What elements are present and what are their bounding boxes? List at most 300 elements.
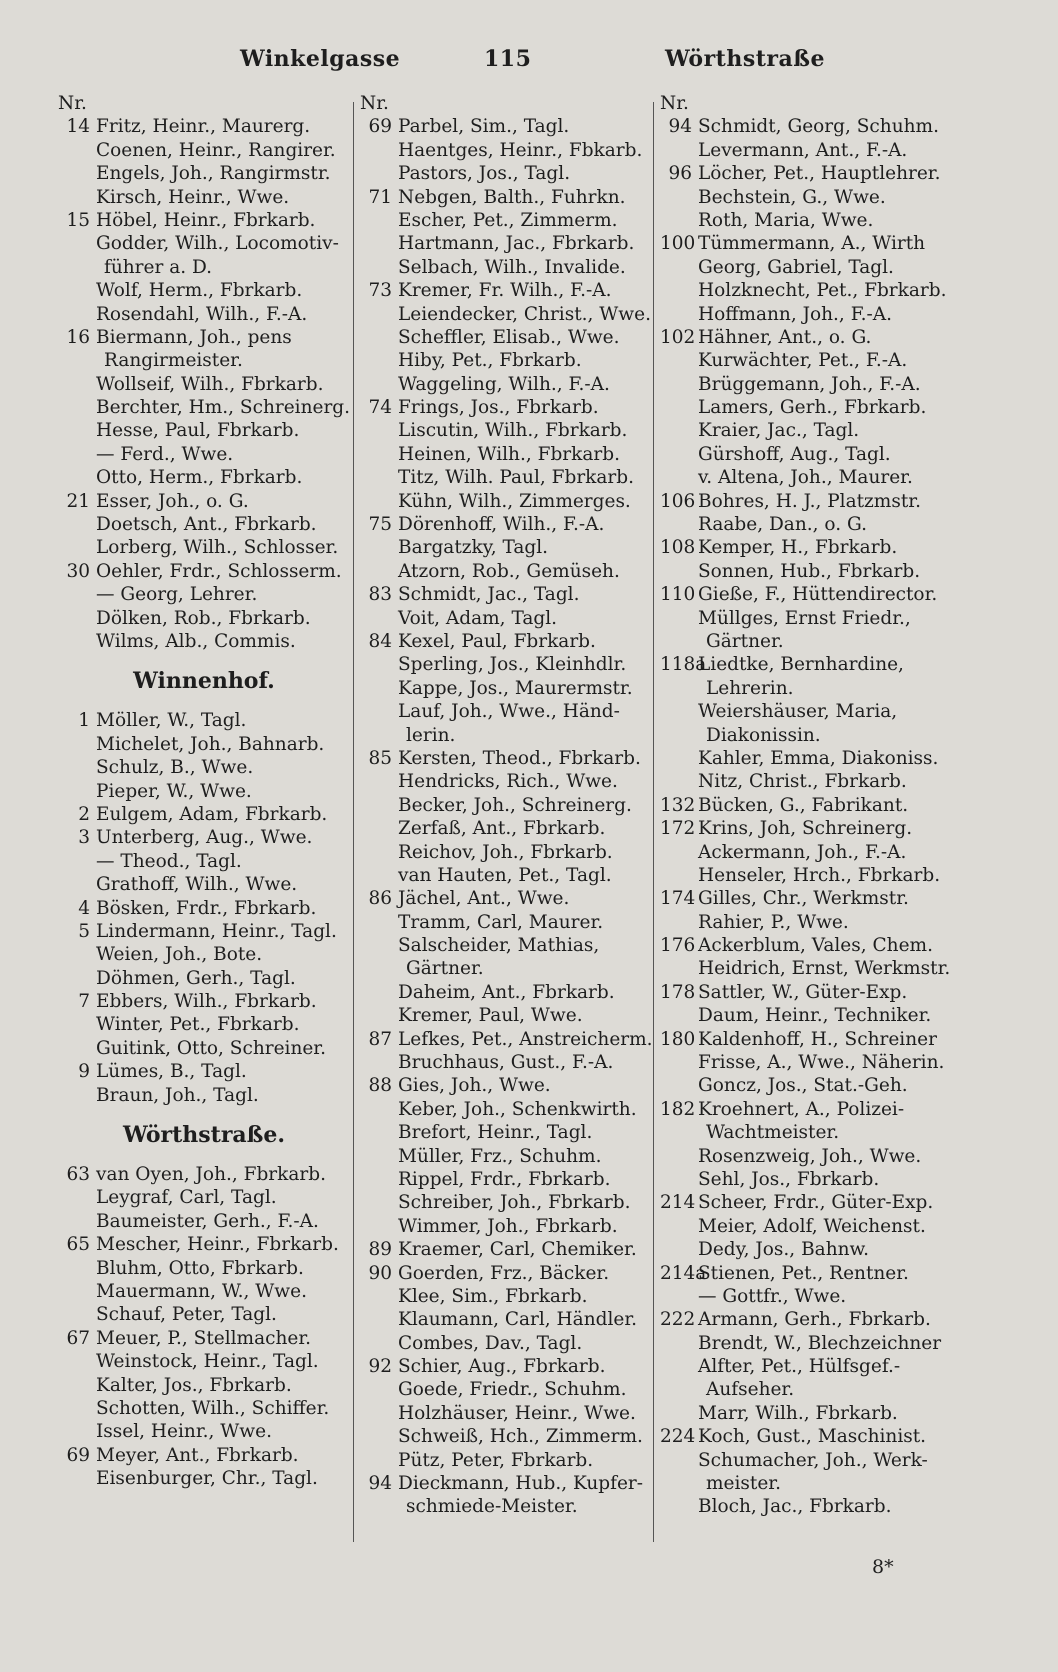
directory-entry — [360, 1495, 650, 1518]
directory-entry — [58, 1327, 350, 1350]
resident-text: Stienen, Pet., Rentner. — [698, 1262, 909, 1284]
house-number — [58, 1186, 96, 1209]
house-number — [360, 466, 398, 489]
entry-list — [58, 1163, 350, 1490]
resident-text: Nitz, Christ., Fbrkarb. — [698, 771, 907, 793]
directory-entry — [660, 373, 960, 396]
printer-signature: 8* — [872, 1556, 894, 1578]
house-number — [660, 443, 698, 466]
directory-entry — [360, 443, 650, 466]
resident-text: lerin. — [406, 724, 456, 746]
resident-text: Schreiber, Joh., Fbrkarb. — [398, 1192, 631, 1214]
house-number: 108 — [660, 537, 696, 559]
house-number — [660, 396, 698, 419]
resident-text: Voit, Adam, Tagl. — [398, 607, 558, 629]
house-number: 94 — [368, 1473, 392, 1495]
house-number: 73 — [368, 280, 392, 302]
house-number — [58, 419, 96, 442]
resident-text: Engels, Joh., Rangirmstr. — [96, 163, 331, 185]
directory-entry — [58, 873, 350, 896]
directory-entry — [360, 1425, 650, 1448]
resident-text: Kraier, Jac., Tagl. — [698, 420, 860, 442]
resident-text: Reichov, Joh., Fbrkarb. — [398, 841, 613, 863]
house-number — [660, 1402, 698, 1425]
resident-text: Kroehnert, A., Polizei- — [698, 1098, 905, 1120]
directory-entry — [660, 864, 960, 887]
resident-text: Rosenzweig, Joh., Wwe. — [698, 1145, 922, 1167]
resident-text: Pastors, Jos., Tagl. — [398, 163, 571, 185]
resident-text: Coenen, Heinr., Rangirer. — [96, 139, 336, 161]
resident-text: Löcher, Pet., Hauptlehrer. — [698, 163, 941, 185]
directory-entry — [58, 1303, 350, 1326]
resident-text: Winter, Pet., Fbrkarb. — [96, 1014, 300, 1036]
house-number — [660, 1355, 698, 1378]
resident-text: Kaldenhoff, H., Schreiner — [698, 1028, 937, 1050]
resident-text: Klaumann, Carl, Händler. — [398, 1309, 638, 1331]
resident-text: Gürshoff, Aug., Tagl. — [698, 443, 891, 465]
directory-entry — [660, 981, 960, 1004]
directory-entry — [660, 326, 960, 349]
directory-entry — [360, 1145, 650, 1168]
directory-entry — [58, 1013, 350, 1036]
directory-entry — [660, 232, 960, 255]
resident-text: Daum, Heinr., Techniker. — [698, 1005, 932, 1027]
directory-entry — [58, 256, 350, 279]
house-number — [360, 770, 398, 793]
directory-entry — [58, 920, 350, 943]
resident-text: Rangirmeister. — [104, 350, 243, 372]
directory-entry — [360, 911, 650, 934]
resident-text: Eisenburger, Chr., Tagl. — [96, 1468, 318, 1490]
resident-text: Henseler, Hrch., Fbrkarb. — [698, 864, 941, 886]
house-number: 172 — [660, 818, 696, 840]
directory-entry — [360, 1238, 650, 1261]
entry-list — [58, 709, 350, 1107]
resident-text: Heinen, Wilh., Fbrkarb. — [398, 443, 620, 465]
directory-entry — [360, 747, 650, 770]
resident-text: Fritz, Heinr., Maurerg. — [96, 116, 311, 138]
nr-label: Nr. — [58, 93, 87, 114]
resident-text: Georg, Gabriel, Tagl. — [698, 256, 894, 278]
directory-entry — [58, 466, 350, 489]
directory-entry — [360, 700, 650, 723]
directory-entry — [360, 139, 650, 162]
directory-entry — [58, 1210, 350, 1233]
directory-entry — [660, 513, 960, 536]
resident-text: Tümmermann, A., Wirth — [698, 233, 926, 255]
house-number — [360, 303, 398, 326]
house-number: 110 — [660, 584, 696, 606]
house-number — [58, 1350, 96, 1373]
directory-entry — [58, 780, 350, 803]
directory-entry — [58, 943, 350, 966]
resident-text: Dedy, Jos., Bahnw. — [698, 1239, 870, 1261]
house-number — [58, 256, 96, 279]
house-number — [660, 256, 698, 279]
house-number: 90 — [368, 1262, 392, 1284]
resident-text: Dörenhoff, Wilh., F.-A. — [398, 514, 605, 536]
house-number — [660, 747, 698, 770]
resident-text: Koch, Gust., Maschinist. — [698, 1426, 927, 1448]
directory-entry — [660, 724, 960, 747]
resident-text: Nebgen, Balth., Fuhrkn. — [398, 186, 626, 208]
house-number — [360, 1168, 398, 1191]
house-number: 30 — [66, 560, 90, 582]
resident-text: Brefort, Heinr., Tagl. — [398, 1122, 593, 1144]
directory-entry — [360, 232, 650, 255]
directory-entry — [360, 934, 650, 957]
house-number — [360, 794, 398, 817]
house-number — [660, 1495, 698, 1518]
directory-entry — [660, 817, 960, 840]
resident-text: Gilles, Chr., Werkmstr. — [698, 888, 909, 910]
house-number — [360, 724, 398, 747]
directory-entry — [660, 1262, 960, 1285]
resident-text: Unterberg, Aug., Wwe. — [96, 827, 313, 849]
directory-entry — [58, 709, 350, 732]
house-number: 96 — [668, 163, 692, 185]
directory-entry — [58, 443, 350, 466]
house-number: 1 — [78, 710, 90, 732]
house-number — [58, 396, 96, 419]
directory-entry — [360, 279, 650, 302]
house-number — [58, 1280, 96, 1303]
directory-entry — [360, 1378, 650, 1401]
house-number — [58, 1467, 96, 1490]
resident-text: Tramm, Carl, Maurer. — [398, 911, 604, 933]
house-number — [58, 1037, 96, 1060]
resident-text: Kalter, Jos., Fbrkarb. — [96, 1374, 292, 1396]
directory-entry — [660, 607, 960, 630]
house-number — [58, 1303, 96, 1326]
house-number: 16 — [66, 326, 90, 348]
resident-text: meister. — [706, 1473, 781, 1495]
house-number — [660, 1168, 698, 1191]
directory-entry — [360, 864, 650, 887]
resident-text: Leiendecker, Christ., Wwe. — [398, 303, 651, 325]
directory-entry — [660, 911, 960, 934]
resident-text: Bechstein, G., Wwe. — [698, 186, 886, 208]
resident-text: Krins, Joh, Schreinerg. — [698, 818, 913, 840]
house-number — [660, 1238, 698, 1261]
resident-text: Müller, Frz., Schuhm. — [398, 1145, 602, 1167]
house-number — [660, 1051, 698, 1074]
directory-entry — [360, 349, 650, 372]
house-number — [360, 911, 398, 934]
house-number: 92 — [368, 1356, 392, 1378]
directory-entry — [660, 1238, 960, 1261]
resident-text: Kexel, Paul, Fbrkarb. — [398, 630, 596, 652]
directory-entry — [360, 794, 650, 817]
resident-text: Kühn, Wilh., Zimmerges. — [398, 490, 631, 512]
resident-text: Klee, Sim., Fbrkarb. — [398, 1285, 588, 1307]
resident-text: van Hauten, Pet., Tagl. — [398, 864, 612, 886]
directory-entry — [360, 1262, 650, 1285]
directory-entry — [660, 490, 960, 513]
resident-text: — Theod., Tagl. — [96, 850, 242, 872]
directory-entry — [58, 373, 350, 396]
house-number: 69 — [368, 116, 392, 138]
resident-text: Keber, Joh., Schenkwirth. — [398, 1098, 637, 1120]
directory-entry — [660, 396, 960, 419]
directory-entry — [58, 1280, 350, 1303]
resident-text: Atzorn, Rob., Gemüseh. — [398, 560, 620, 582]
resident-text: Wimmer, Joh., Fbrkarb. — [398, 1215, 618, 1237]
resident-text: — Gottfr., Wwe. — [698, 1285, 847, 1307]
house-number — [660, 1472, 698, 1495]
house-number — [360, 817, 398, 840]
house-number: 15 — [66, 209, 90, 231]
resident-text: Eulgem, Adam, Fbrkarb. — [96, 803, 328, 825]
directory-entry — [660, 560, 960, 583]
resident-text: schmiede-Meister. — [406, 1496, 578, 1518]
house-number: 222 — [660, 1309, 696, 1331]
house-number — [360, 677, 398, 700]
directory-entry — [660, 1098, 960, 1121]
house-number: 83 — [368, 584, 392, 606]
entry-list — [58, 115, 350, 653]
directory-entry — [660, 443, 960, 466]
resident-text: Bösken, Frdr., Fbrkarb. — [96, 897, 317, 919]
house-number: 132 — [660, 794, 696, 816]
directory-entry — [58, 1374, 350, 1397]
directory-entry — [360, 887, 650, 910]
directory-entry — [360, 1355, 650, 1378]
house-number — [58, 1374, 96, 1397]
resident-text: Liedtke, Bernhardine, — [698, 654, 904, 676]
resident-text: Gärtner. — [406, 958, 484, 980]
house-number — [360, 700, 398, 723]
resident-text: Kahler, Emma, Diakoniss. — [698, 747, 939, 769]
house-number — [660, 700, 698, 723]
directory-entry — [58, 1186, 350, 1209]
directory-entry — [360, 1051, 650, 1074]
house-number — [360, 1051, 398, 1074]
directory-entry — [360, 162, 650, 185]
house-number — [660, 630, 698, 653]
directory-entry — [360, 513, 650, 536]
house-number — [660, 607, 698, 630]
house-number — [58, 756, 96, 779]
resident-text: Schweiß, Hch., Zimmerm. — [398, 1426, 643, 1448]
directory-entry — [660, 162, 960, 185]
resident-text: Zerfaß, Ant., Fbrkarb. — [398, 818, 606, 840]
resident-text: Ebbers, Wilh., Fbrkarb. — [96, 991, 317, 1013]
directory-entry — [660, 1355, 960, 1378]
directory-entry — [660, 1215, 960, 1238]
directory-entry — [58, 1084, 350, 1107]
directory-entry — [58, 279, 350, 302]
house-number: 71 — [368, 186, 392, 208]
house-number — [360, 1121, 398, 1144]
resident-text: Combes, Dav., Tagl. — [398, 1332, 583, 1354]
directory-entry — [660, 957, 960, 980]
house-number — [58, 162, 96, 185]
house-number: 178 — [660, 981, 696, 1003]
resident-text: Lamers, Gerh., Fbrkarb. — [698, 397, 927, 419]
directory-entry — [660, 1074, 960, 1097]
resident-text: Jächel, Ant., Wwe. — [398, 888, 570, 910]
house-number: 3 — [78, 827, 90, 849]
directory-entry — [58, 803, 350, 826]
directory-entry — [660, 700, 960, 723]
resident-text: Brüggemann, Joh., F.-A. — [698, 373, 921, 395]
house-number — [58, 1210, 96, 1233]
resident-text: Döhmen, Gerh., Tagl. — [96, 967, 296, 989]
resident-text: Hesse, Paul, Fbrkarb. — [96, 420, 300, 442]
directory-entry — [360, 1074, 650, 1097]
directory-entry — [360, 1215, 650, 1238]
house-number: 176 — [660, 935, 696, 957]
resident-text: Liscutin, Wilh., Fbrkarb. — [398, 420, 628, 442]
house-number: 14 — [66, 116, 90, 138]
section-heading-winnenhof: Winnenhof. — [133, 668, 275, 695]
house-number — [360, 373, 398, 396]
house-number — [360, 1449, 398, 1472]
resident-text: Grathoff, Wilh., Wwe. — [96, 874, 298, 896]
house-number: 94 — [668, 116, 692, 138]
house-number — [660, 724, 698, 747]
resident-text: Marr, Wilh., Fbrkarb. — [698, 1402, 898, 1424]
house-number — [360, 957, 398, 980]
house-number — [58, 943, 96, 966]
resident-text: Bücken, G., Fabrikant. — [698, 794, 909, 816]
directory-entry — [660, 1472, 960, 1495]
resident-text: Lefkes, Pet., Anstreicherm. — [398, 1028, 653, 1050]
house-number — [58, 186, 96, 209]
house-number — [360, 490, 398, 513]
directory-entry — [360, 1191, 650, 1214]
house-number — [660, 1449, 698, 1472]
resident-text: Rippel, Frdr., Fbrkarb. — [398, 1168, 611, 1190]
house-number — [58, 513, 96, 536]
house-number — [360, 1402, 398, 1425]
directory-entry — [58, 1420, 350, 1443]
directory-entry — [360, 466, 650, 489]
directory-entry — [58, 1257, 350, 1280]
directory-entry — [58, 139, 350, 162]
house-number — [360, 1098, 398, 1121]
house-number: 106 — [660, 490, 696, 512]
house-number — [58, 1397, 96, 1420]
resident-text: Weinstock, Heinr., Tagl. — [96, 1351, 319, 1373]
directory-entry — [58, 990, 350, 1013]
resident-text: Pieper, W., Wwe. — [96, 780, 252, 802]
resident-text: Scheer, Frdr., Güter-Exp. — [698, 1192, 934, 1214]
resident-text: Waggeling, Wilh., F.-A. — [398, 373, 610, 395]
resident-text: Kraemer, Carl, Chemiker. — [398, 1239, 637, 1261]
directory-entry — [58, 303, 350, 326]
section-heading-woerthstrasse: Wörthstraße. — [122, 1122, 286, 1149]
house-number: 7 — [78, 991, 90, 1013]
resident-text: Doetsch, Ant., Fbrkarb. — [96, 514, 317, 536]
directory-entry — [360, 841, 650, 864]
resident-text: Schmidt, Georg, Schuhm. — [698, 116, 939, 138]
directory-entry — [360, 373, 650, 396]
house-number: 67 — [66, 1327, 90, 1349]
resident-text: Hiby, Pet., Fbrkarb. — [398, 350, 582, 372]
directory-entry — [360, 490, 650, 513]
house-number — [58, 583, 96, 606]
directory-entry — [660, 1308, 960, 1331]
house-number — [360, 349, 398, 372]
directory-entry — [58, 630, 350, 653]
resident-text: Schmidt, Jac., Tagl. — [398, 584, 580, 606]
directory-entry — [360, 419, 650, 442]
house-number — [660, 1145, 698, 1168]
directory-entry — [660, 1495, 960, 1518]
resident-text: Hähner, Ant., o. G. — [698, 326, 872, 348]
directory-entry — [360, 817, 650, 840]
house-number — [660, 841, 698, 864]
house-number: 182 — [660, 1098, 696, 1120]
directory-entry — [660, 1425, 960, 1448]
directory-entry — [360, 209, 650, 232]
house-number — [58, 967, 96, 990]
resident-text: Armann, Gerh., Fbrkarb. — [698, 1309, 931, 1331]
directory-entry — [58, 967, 350, 990]
resident-text: führer a. D. — [104, 256, 213, 278]
directory-entry — [660, 115, 960, 138]
directory-entry — [660, 630, 960, 653]
directory-entry — [58, 850, 350, 873]
house-number — [58, 1257, 96, 1280]
house-number — [660, 864, 698, 887]
resident-text: Goede, Friedr., Schuhm. — [398, 1379, 627, 1401]
directory-entry — [360, 326, 650, 349]
resident-text: Hartmann, Jac., Fbrkarb. — [398, 233, 635, 255]
resident-text: Hendricks, Rich., Wwe. — [398, 771, 618, 793]
house-number: 88 — [368, 1075, 392, 1097]
house-number: 69 — [66, 1444, 90, 1466]
house-number: 4 — [78, 897, 90, 919]
directory-entry — [660, 583, 960, 606]
directory-entry — [360, 607, 650, 630]
directory-entry — [360, 583, 650, 606]
directory-entry — [360, 560, 650, 583]
resident-text: Godder, Wilh., Locomotiv- — [96, 233, 339, 255]
column-divider — [653, 102, 654, 1542]
directory-entry — [58, 1037, 350, 1060]
resident-text: Frisse, A., Wwe., Näherin. — [698, 1052, 945, 1074]
directory-entry — [360, 1472, 650, 1495]
house-number — [360, 1191, 398, 1214]
house-number: 84 — [368, 630, 392, 652]
resident-text: Kurwächter, Pet., F.-A. — [698, 350, 908, 372]
directory-entry — [660, 1004, 960, 1027]
house-number: 224 — [660, 1426, 696, 1448]
resident-text: Diakonissin. — [706, 724, 821, 746]
column-2 — [360, 92, 653, 1519]
nr-label: Nr. — [360, 93, 389, 114]
house-number: 75 — [368, 514, 392, 536]
directory-entry — [58, 490, 350, 513]
house-number: 89 — [368, 1239, 392, 1261]
house-number — [58, 1420, 96, 1443]
directory-entry — [360, 1168, 650, 1191]
resident-text: Lorberg, Wilh., Schlosser. — [96, 537, 339, 559]
house-number — [360, 1332, 398, 1355]
directory-entry — [660, 1285, 960, 1308]
directory-entry — [360, 186, 650, 209]
house-number: 214a — [660, 1262, 707, 1284]
house-number — [360, 232, 398, 255]
directory-entry — [360, 1308, 650, 1331]
house-number — [660, 466, 698, 489]
house-number — [58, 466, 96, 489]
house-number — [360, 162, 398, 185]
house-number: 65 — [66, 1234, 90, 1256]
